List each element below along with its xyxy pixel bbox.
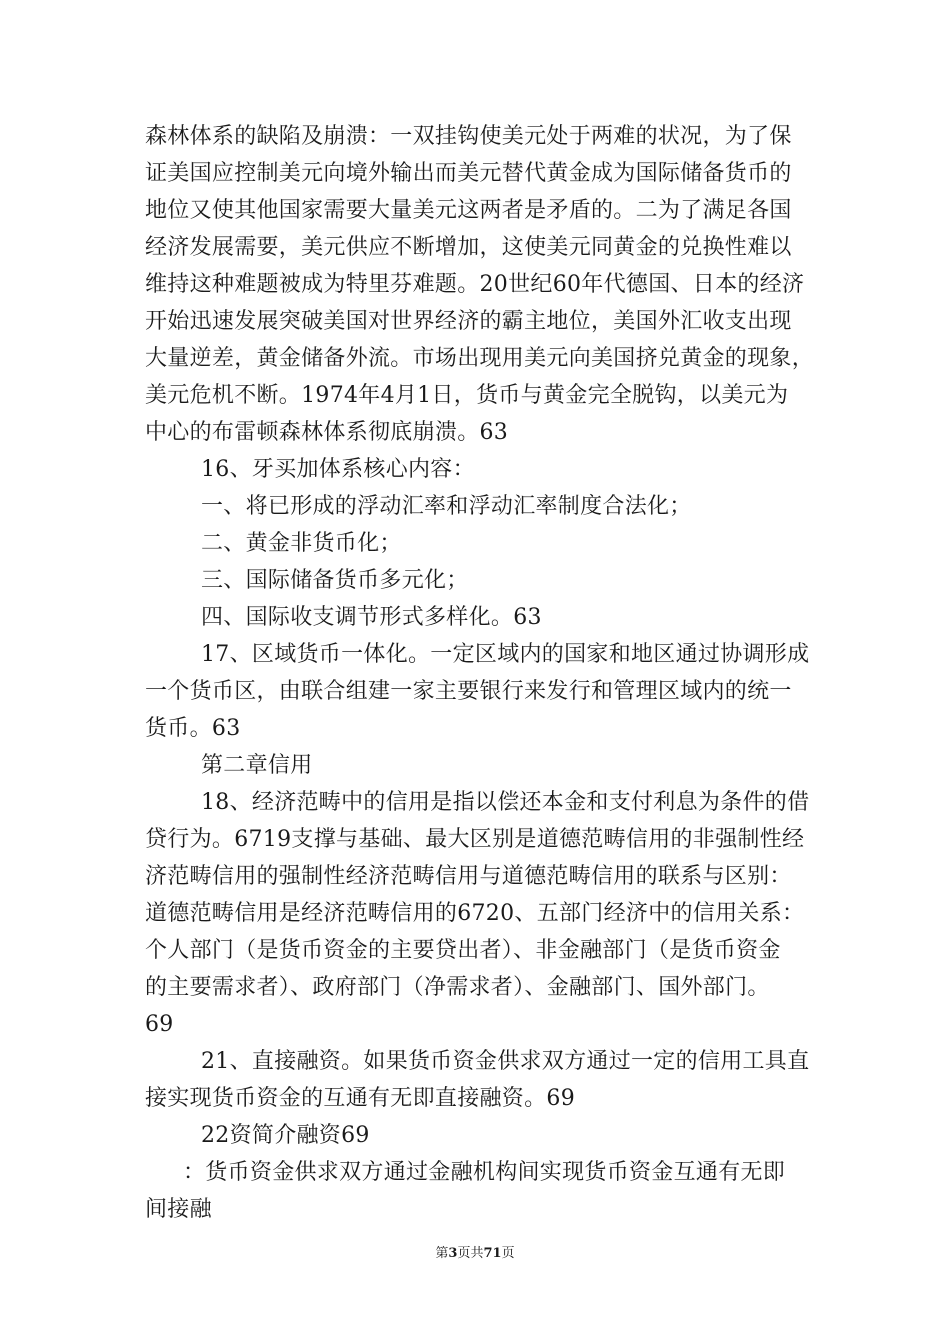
text-line: 个人部门（是货币资金的主要贷出者）、非金融部门（是货币资金 [145,938,781,963]
text-line: 美元危机不断。1974年4月1日，货币与黄金完全脱钩，以美元为 [145,383,789,408]
text-line: 贷行为。6719支撑与基础、最大区别是道德范畴信用的非强制性经 [145,827,805,852]
chapter-heading: 第二章信用 [201,753,313,778]
text-line: 道德范畴信用是经济范畴信用的6720、五部门经济中的信用关系： [145,901,805,926]
list-heading: 16、牙买加体系核心内容： [201,457,475,482]
text-line: 森林体系的缺陷及崩溃：一双挂钩使美元处于两难的状况，为了保 [145,124,792,149]
footer-prefix: 第 [435,1246,449,1261]
text-line: 经济发展需要，美元供应不断增加，这使美元同黄金的兑换性难以 [145,235,792,260]
text-line: 地位又使其他国家需要大量美元这两者是矛盾的。二为了满足各国 [145,198,792,223]
paragraph-start: 18、经济范畴中的信用是指以偿还本金和支付利息为条件的借 [201,790,810,815]
page-footer [0,1246,950,1262]
list-item: 四、国际收支调节形式多样化。63 [201,605,542,630]
text-line: ：货币资金供求双方通过金融机构间实现货币资金互通有无即 [183,1160,786,1185]
paragraph-start: 17、区域货币一体化。一定区域内的国家和地区通过协调形成 [201,642,810,667]
total-pages: 71 [483,1246,502,1261]
text-line: 69 [145,1012,174,1037]
footer-suffix: 页 [501,1246,515,1261]
page-number: 3 [448,1246,458,1261]
text-line: 间接融 [145,1197,212,1222]
paragraph-start: 21、直接融资。如果货币资金供求双方通过一定的信用工具直 [201,1049,810,1074]
text-line: 接实现货币资金的互通有无即直接融资。69 [145,1086,575,1111]
list-item: 三、国际储备货币多元化； [201,568,469,593]
text-line: 中心的布雷顿森林体系彻底崩溃。63 [145,420,509,445]
text-line: 开始迅速发展突破美国对世界经济的霸主地位，美国外汇收支出现 [145,309,792,334]
footer-middle: 页共 [457,1246,484,1261]
text-line: 大量逆差，黄金储备外流。市场出现用美元向美国挤兑黄金的现象， [145,346,815,371]
text-line: 的主要需求者）、政府部门（净需求者）、金融部门、国外部门。 [145,975,770,1000]
list-item: 二、黄金非货币化； [201,531,402,556]
text-line: 证美国应控制美元向境外输出而美元替代黄金成为国际储备货币的 [145,161,792,186]
text-line: 货币。63 [145,716,241,741]
text-line: 济范畴信用的强制性经济范畴信用与道德范畴信用的联系与区别： [145,864,792,889]
paragraph-start: 22资简介融资69 [201,1123,370,1148]
document-body [145,118,815,1228]
list-item: 一、将已形成的浮动汇率和浮动汇率制度合法化； [201,494,692,519]
text-line: 维持这种难题被成为特里芬难题。20世纪60年代德国、日本的经济 [145,272,805,297]
text-line: 一个货币区，由联合组建一家主要银行来发行和管理区域内的统一 [145,679,792,704]
